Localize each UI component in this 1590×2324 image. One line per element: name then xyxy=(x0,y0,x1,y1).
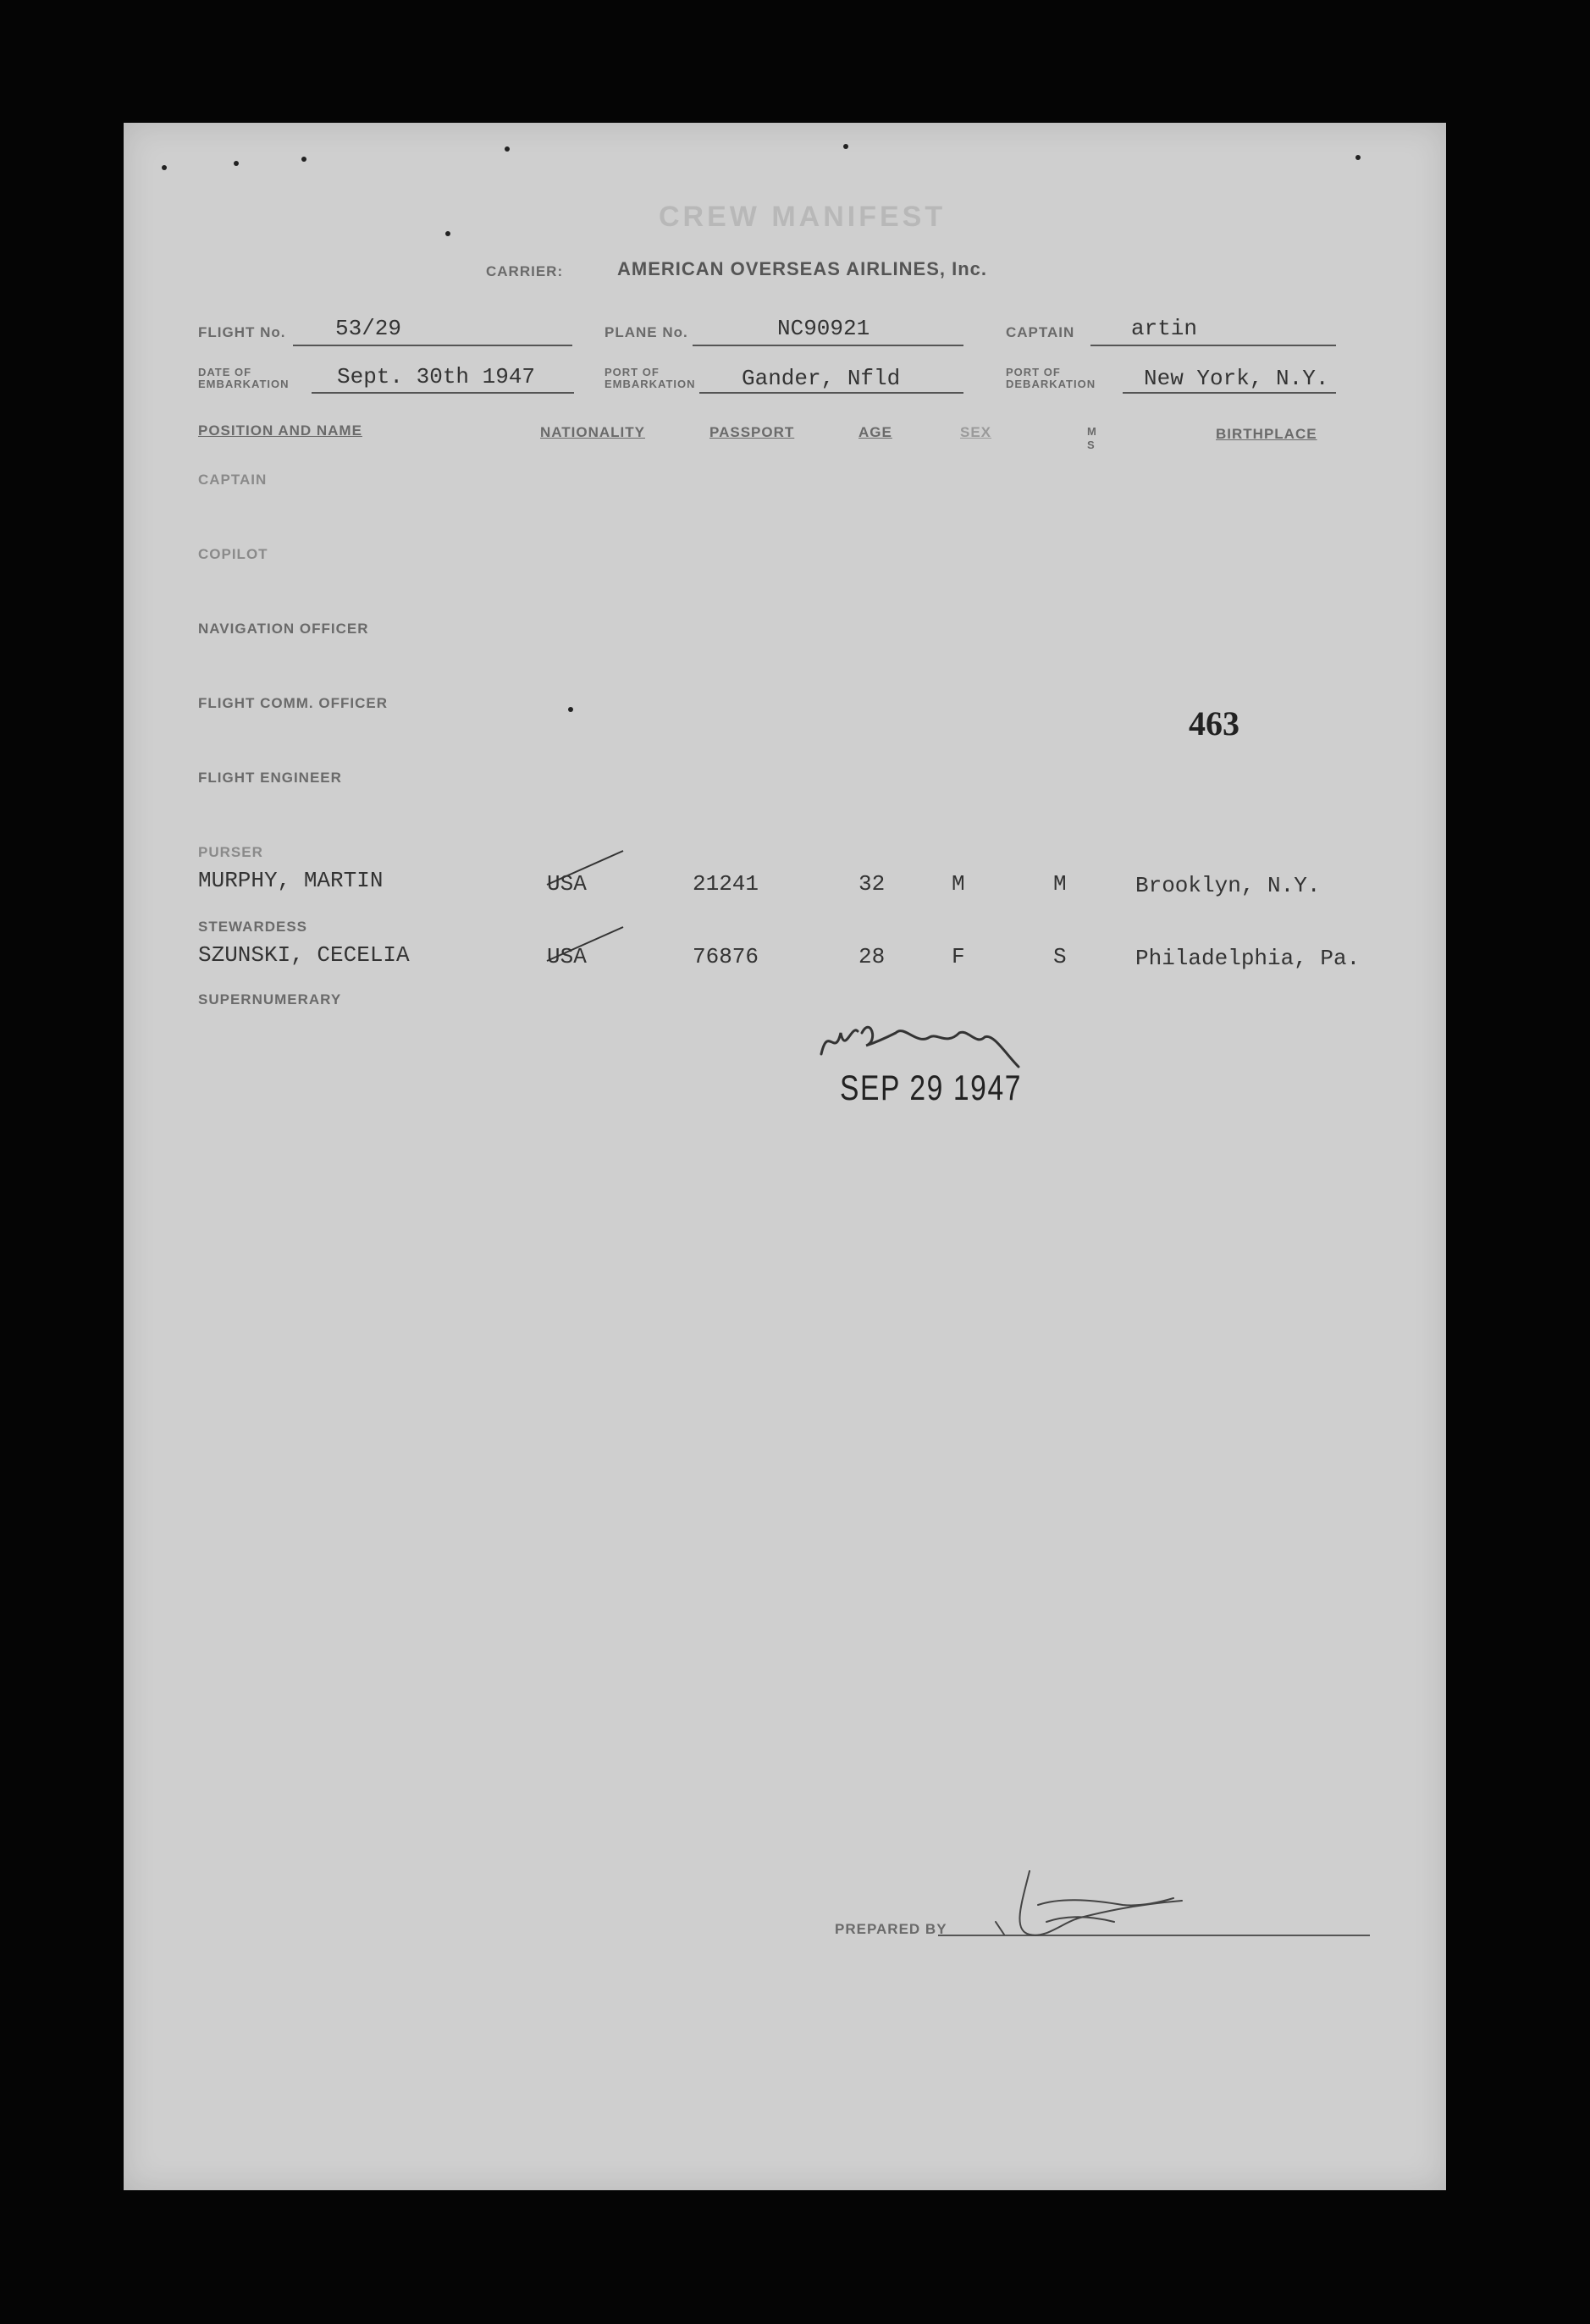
preparer-signature xyxy=(979,1854,1199,1947)
port-emb-label-2: EMBARKATION xyxy=(605,378,696,390)
position-navigation: NAVIGATION OFFICER xyxy=(198,621,369,637)
date-line xyxy=(312,392,574,394)
speck xyxy=(445,231,450,236)
flight-no-line xyxy=(293,345,572,346)
crew-2-age: 28 xyxy=(858,944,886,969)
col-nationality: NATIONALITY xyxy=(540,424,646,440)
position-flight-engineer: FLIGHT ENGINEER xyxy=(198,770,342,786)
port-dis-line xyxy=(1123,392,1336,394)
crew-2-birthplace: Philadelphia, Pa. xyxy=(1135,946,1361,971)
speck xyxy=(234,161,239,166)
plane-no-label: PLANE No. xyxy=(605,324,688,340)
crew-1-passport: 21241 xyxy=(693,871,759,897)
speck xyxy=(301,157,306,162)
col-sex: SEX xyxy=(960,424,992,440)
crew-1-name: MURPHY, MARTIN xyxy=(198,868,384,893)
document-title: CREW MANIFEST xyxy=(659,201,947,233)
crew-2-nationality: USA xyxy=(547,944,587,969)
page-stamp-number: 463 xyxy=(1189,704,1239,742)
port-emb-value: Gander, Nfld xyxy=(742,366,901,391)
crew-2-name: SZUNSKI, CECELIA xyxy=(198,942,410,968)
crew-1-age: 32 xyxy=(858,871,886,897)
col-marital-1: M xyxy=(1087,425,1097,438)
port-dis-label-2: DEBARKATION xyxy=(1006,378,1096,390)
flight-no-label: FLIGHT No. xyxy=(198,324,286,340)
position-stewardess: STEWARDESS xyxy=(198,919,308,935)
captain-line xyxy=(1090,345,1336,346)
plane-no-line xyxy=(693,345,963,346)
crew-1-birthplace: Brooklyn, N.Y. xyxy=(1135,873,1321,898)
port-emb-label-1: PORT OF xyxy=(605,366,660,378)
port-emb-line xyxy=(699,392,963,394)
date-label-1: DATE OF xyxy=(198,366,252,378)
manifest-sheet xyxy=(124,123,1446,2190)
crew-1-marital: M xyxy=(1053,871,1067,897)
captain-value: artin xyxy=(1131,316,1198,341)
col-birthplace: BIRTHPLACE xyxy=(1216,426,1317,442)
date-value: Sept. 30th 1947 xyxy=(337,364,536,389)
speck xyxy=(843,144,848,149)
carrier-label: CARRIER: xyxy=(486,263,564,279)
date-stamp: SEP 29 1947 xyxy=(840,1068,1023,1107)
speck xyxy=(505,146,510,152)
position-purser: PURSER xyxy=(198,844,263,860)
carrier-value: AMERICAN OVERSEAS AIRLINES, Inc. xyxy=(617,258,988,279)
position-captain: CAPTAIN xyxy=(198,472,268,488)
speck xyxy=(1355,155,1361,160)
nationality-check-marks xyxy=(538,842,640,986)
date-label-2: EMBARKATION xyxy=(198,378,290,390)
captain-label: CAPTAIN xyxy=(1006,324,1075,340)
col-marital-2: S xyxy=(1087,439,1096,451)
col-position: POSITION AND NAME xyxy=(198,422,362,439)
position-flight-comm: FLIGHT COMM. OFFICER xyxy=(198,695,388,711)
position-supernumerary: SUPERNUMERARY xyxy=(198,991,342,1007)
speck xyxy=(162,165,167,170)
crew-1-nationality: USA xyxy=(547,871,587,897)
col-passport: PASSPORT xyxy=(709,424,795,440)
plane-no-value: NC90921 xyxy=(777,316,870,341)
flight-no-value: 53/29 xyxy=(335,316,402,341)
prepared-by-label: PREPARED BY xyxy=(835,1921,947,1937)
speck xyxy=(568,707,573,712)
crew-1-sex: M xyxy=(952,871,965,897)
position-copilot: COPILOT xyxy=(198,546,268,562)
crew-2-sex: F xyxy=(952,944,965,969)
crew-2-marital: S xyxy=(1053,944,1067,969)
col-age: AGE xyxy=(858,424,892,440)
port-dis-value: New York, N.Y. xyxy=(1144,366,1329,391)
port-dis-label-1: PORT OF xyxy=(1006,366,1061,378)
crew-2-passport: 76876 xyxy=(693,944,759,969)
